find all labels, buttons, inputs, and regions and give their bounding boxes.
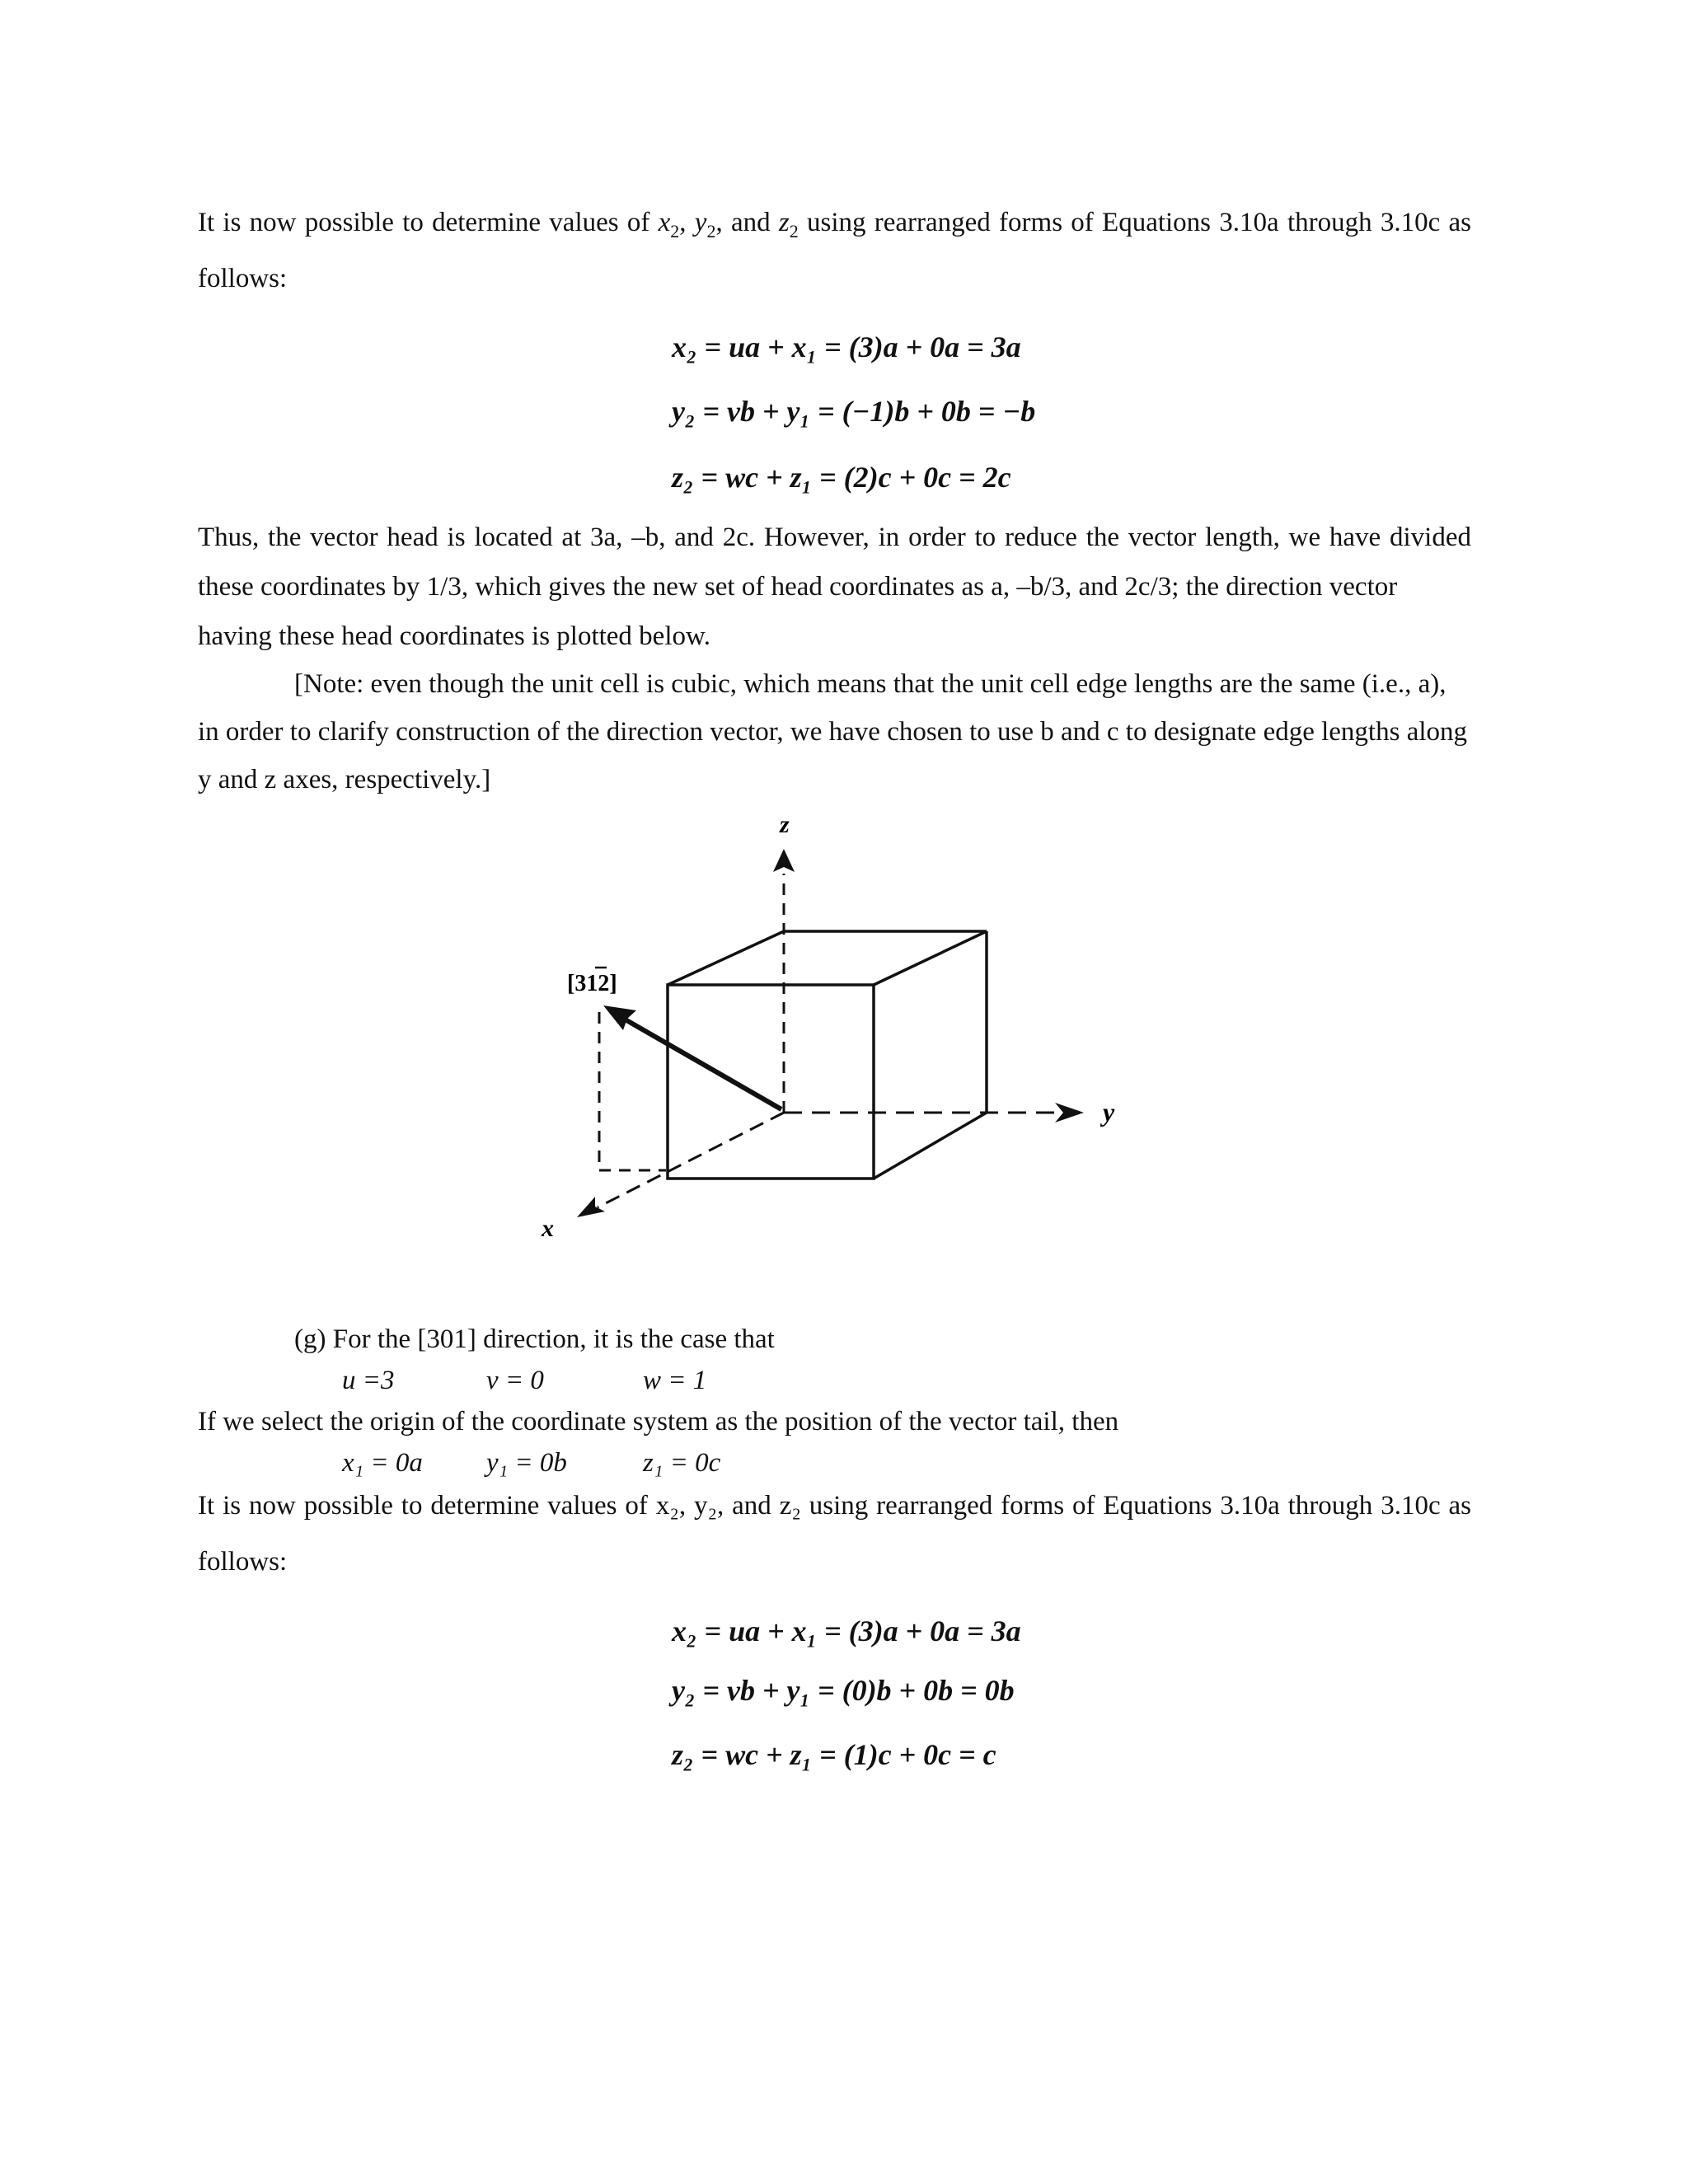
paragraph-line: Thus, the vector head is located at 3a, –b, and 2c. However, in order to reduce the vector length, we have divided xyxy=(198,523,1471,552)
paragraph-line: It is now possible to determine values of x₂, y₂, and z₂ using rearranged forms of Equations 3.10a through 3.10c as xyxy=(198,1491,1471,1521)
y-axis-arrow-icon xyxy=(1055,1103,1084,1122)
z-axis-label: z xyxy=(780,811,790,838)
unit-cube xyxy=(668,931,987,1179)
unit-cell-diagram xyxy=(0,808,1688,1302)
part-g-tail: x₁ = 0a y₁ = 0b z₁ = 0c xyxy=(342,1448,721,1478)
paragraph-line: having these head coordinates is plotted below. xyxy=(198,621,710,651)
part-g-values: u =3 v = 0 w = 1 xyxy=(342,1366,707,1395)
direction-vector-arrow-icon xyxy=(603,1005,636,1030)
svg-text:[312]: [312] xyxy=(567,971,617,996)
direction-label xyxy=(567,968,617,996)
paragraph-line: If we select the origin of the coordinate system as the position of the vector tail, then xyxy=(198,1407,1119,1436)
equation-x2-g: x₂ = ua + x₁ = (3)a + 0a = 3a xyxy=(672,1615,1021,1647)
direction-vector xyxy=(622,1018,781,1109)
equation-x2: x₂ = ua + x₁ = (3)a + 0a = 3a xyxy=(672,330,1021,363)
part-g-intro: (g) For the [301] direction, it is the case that xyxy=(294,1324,775,1354)
note-line: in order to clarify construction of the direction vector, we have chosen to use b and c to designate edge lengths along xyxy=(198,717,1468,747)
equation-z2: z₂ = wc + z₁ = (2)c + 0c = 2c xyxy=(672,461,1011,494)
x-axis-label: x xyxy=(542,1215,554,1242)
z-axis-arrow-icon xyxy=(773,849,795,872)
note-line: y and z axes, respectively.] xyxy=(198,765,491,794)
paragraph-line: follows: xyxy=(198,264,288,293)
paragraph-line: these coordinates by 1/3, which gives the new set of head coordinates as a, –b/3, and 2c/3; the direction vector xyxy=(198,572,1398,602)
note-line: [Note: even though the unit cell is cubic, which means that the unit cell edge lengths are the same (i.e., a), xyxy=(294,669,1447,699)
equation-y2-g: y₂ = vb + y₁ = (0)b + 0b = 0b xyxy=(672,1674,1015,1707)
x-axis-arrow-icon xyxy=(577,1197,605,1217)
equation-z2-g: z₂ = wc + z₁ = (1)c + 0c = c xyxy=(672,1738,996,1771)
equation-y2: y₂ = vb + y₁ = (−1)b + 0b = −b xyxy=(672,395,1036,428)
paragraph-line: It is now possible to determine values of $x_2$, $y_2$, and $z_2$ using rearranged forms of Equations 3.10a through 3.10c as xyxy=(198,208,1471,241)
x-axis xyxy=(598,1113,784,1207)
y-axis-label: y xyxy=(1103,1097,1115,1127)
paragraph-line: follows: xyxy=(198,1547,288,1577)
